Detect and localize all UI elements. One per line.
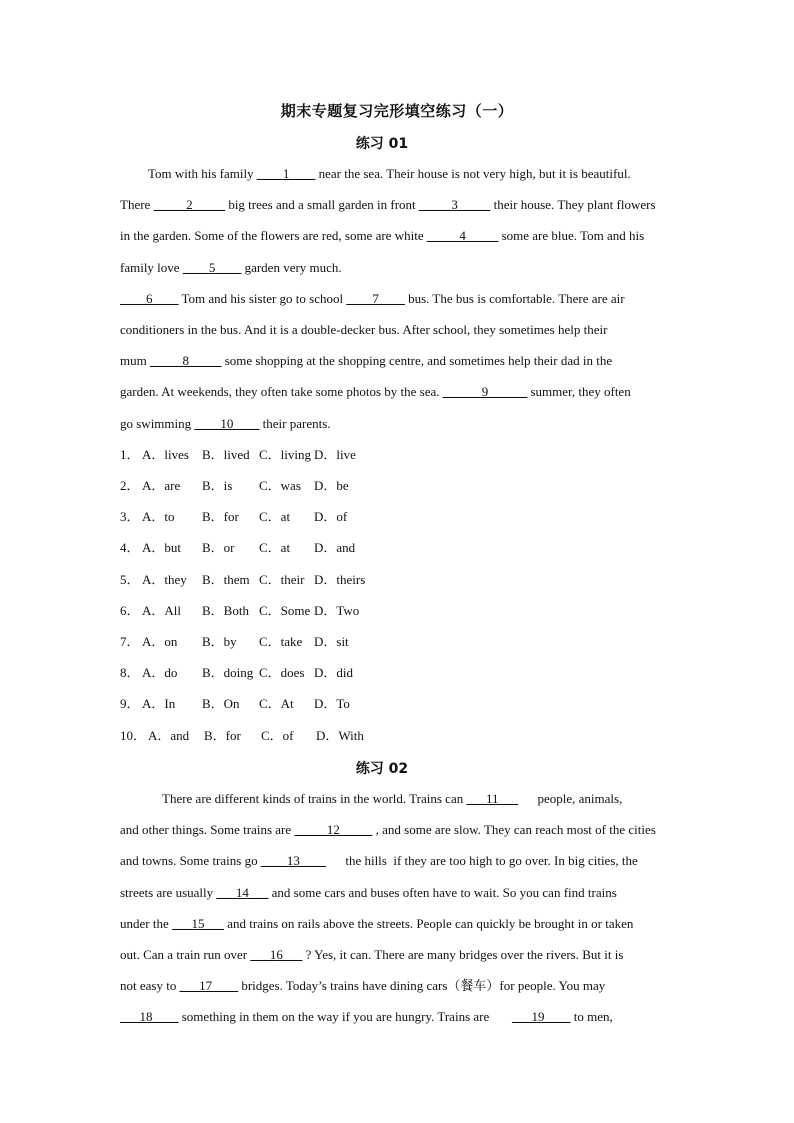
page-title: 期末专题复习完形填空练习（一） bbox=[280, 102, 514, 120]
option-d: D．To bbox=[314, 696, 350, 711]
text-segment: their house. They plant flowers bbox=[490, 197, 656, 212]
text-segment: the hills if they are too high to go over. In big cities, the bbox=[325, 853, 638, 868]
text-segment: people, animals, bbox=[518, 791, 623, 806]
blank-19: ___19____ bbox=[512, 1009, 571, 1024]
option-d: D．did bbox=[314, 665, 354, 680]
passage-line bbox=[148, 163, 708, 185]
passage-line bbox=[120, 819, 680, 841]
passage-line bbox=[120, 194, 680, 216]
option-c: C．of bbox=[261, 728, 294, 743]
option-b: B．for bbox=[202, 509, 239, 524]
blank-18: ___18____ bbox=[120, 1009, 179, 1024]
option-c: C．at bbox=[259, 509, 291, 524]
text-segment: and some cars and buses often have to wait. So you can find trains bbox=[268, 885, 617, 900]
option-a: A．In bbox=[142, 696, 176, 711]
option-a: A．lives bbox=[142, 447, 189, 462]
option-a: A．are bbox=[142, 478, 181, 493]
text-segment: go swimming bbox=[120, 416, 195, 431]
option-c: C．their bbox=[259, 572, 305, 587]
option-c: C．At bbox=[259, 696, 294, 711]
blank-1: ____1____ bbox=[256, 166, 316, 181]
blank-14: ___14___ bbox=[216, 885, 269, 900]
option-d: D．Two bbox=[314, 603, 360, 618]
text-segment: and trains on rails above the streets. People can quickly be brought in or taken bbox=[223, 916, 634, 931]
blank-11: ___11___ bbox=[466, 791, 518, 806]
passage-line bbox=[120, 913, 680, 935]
passage-line bbox=[120, 350, 680, 372]
blank-10: ____10____ bbox=[194, 416, 260, 431]
option-b: B．by bbox=[202, 634, 237, 649]
text-segment: and towns. Some trains go bbox=[120, 853, 261, 868]
option-d: D．theirs bbox=[314, 572, 366, 587]
question-number: 9． bbox=[120, 696, 140, 711]
blank-2: _____2_____ bbox=[153, 197, 226, 212]
question-number: 2． bbox=[120, 478, 140, 493]
question-number: 1． bbox=[120, 447, 140, 462]
text-segment: family love bbox=[120, 260, 183, 275]
text-segment: some shopping at the shopping centre, and sometimes help their dad in the bbox=[221, 353, 613, 368]
option-c: C．Some bbox=[259, 603, 311, 618]
option-b: B．is bbox=[202, 478, 233, 493]
option-a: A．they bbox=[142, 572, 187, 587]
option-c: C．living bbox=[259, 447, 312, 462]
blank-15: ___15___ bbox=[171, 916, 224, 931]
option-d: D．sit bbox=[314, 634, 349, 649]
option-b: B．doing bbox=[202, 665, 254, 680]
passage-line bbox=[120, 944, 680, 966]
text-segment: some are blue. Tom and his bbox=[498, 228, 645, 243]
text-segment: something in them on the way if you are hungry. Trains are bbox=[178, 1009, 512, 1024]
text-segment: streets are usually bbox=[120, 885, 217, 900]
section-heading-01: 练习 01 bbox=[355, 136, 409, 152]
passage-line bbox=[120, 257, 680, 279]
option-row-10 bbox=[120, 726, 364, 746]
option-row-7 bbox=[120, 632, 349, 652]
question-number: 5． bbox=[120, 572, 140, 587]
option-row-6 bbox=[120, 601, 359, 621]
passage-line bbox=[120, 975, 680, 997]
text-segment: not easy to bbox=[120, 978, 180, 993]
option-d: D．live bbox=[314, 447, 356, 462]
option-d: D．and bbox=[314, 540, 356, 555]
option-b: B．On bbox=[202, 696, 240, 711]
text-segment: summer, they often bbox=[527, 384, 631, 399]
blank-6: ____6____ bbox=[120, 291, 179, 306]
text-segment: near the sea. Their house is not very high, but it is beautiful. bbox=[315, 166, 631, 181]
question-number: 4． bbox=[120, 540, 140, 555]
option-row-3 bbox=[120, 507, 347, 527]
blank-16: ___16___ bbox=[250, 947, 303, 962]
option-d: D．of bbox=[314, 509, 348, 524]
blank-9: ______9______ bbox=[442, 384, 528, 399]
option-c: C．at bbox=[259, 540, 291, 555]
option-c: C．take bbox=[259, 634, 303, 649]
blank-5: ____5____ bbox=[182, 260, 242, 275]
passage-line bbox=[120, 381, 680, 403]
text-segment: garden. At weekends, they often take some photos by the sea. bbox=[120, 384, 443, 399]
blank-4: _____4_____ bbox=[426, 228, 499, 243]
text-segment: their parents. bbox=[259, 416, 331, 431]
blank-7: ____7____ bbox=[346, 291, 405, 306]
question-number: 7． bbox=[120, 634, 140, 649]
section-heading-02: 练习 02 bbox=[355, 761, 409, 777]
option-c: C．does bbox=[259, 665, 305, 680]
text-segment: Tom and his sister go to school bbox=[178, 291, 347, 306]
option-a: A．do bbox=[142, 665, 178, 680]
text-segment: big trees and a small garden in front bbox=[225, 197, 419, 212]
blank-3: _____3_____ bbox=[418, 197, 491, 212]
text-segment: ? Yes, it can. There are many bridges over the rivers. But it is bbox=[302, 947, 624, 962]
blank-17: ___17____ bbox=[179, 978, 239, 993]
option-b: B．or bbox=[202, 540, 235, 555]
option-b: B．for bbox=[204, 728, 241, 743]
option-row-9 bbox=[120, 694, 350, 714]
option-a: A．and bbox=[148, 728, 190, 743]
passage-line bbox=[120, 288, 680, 310]
text-segment: bridges. Today’s trains have dining cars（餐车）for people. You may bbox=[238, 978, 606, 993]
blank-12: _____12_____ bbox=[294, 822, 373, 837]
text-segment: out. Can a train run over bbox=[120, 947, 251, 962]
question-number: 6． bbox=[120, 603, 140, 618]
text-segment: to men, bbox=[570, 1009, 613, 1024]
option-a: A．but bbox=[142, 540, 182, 555]
text-segment: conditioners in the bus. And it is a double-decker bus. After school, they sometimes help their bbox=[120, 322, 608, 337]
text-segment: mum bbox=[120, 353, 150, 368]
text-segment: There are different kinds of trains in the world. Trains can bbox=[162, 791, 467, 806]
option-d: D．be bbox=[314, 478, 349, 493]
text-segment: garden very much. bbox=[241, 260, 342, 275]
passage-line bbox=[120, 225, 680, 247]
passage-line bbox=[162, 788, 722, 810]
passage-line bbox=[120, 319, 680, 341]
option-b: B．them bbox=[202, 572, 250, 587]
option-row-1 bbox=[120, 445, 356, 465]
option-a: A．to bbox=[142, 509, 175, 524]
text-segment: Tom with his family bbox=[148, 166, 257, 181]
passage-line bbox=[120, 413, 680, 435]
option-a: A．on bbox=[142, 634, 178, 649]
text-segment: and other things. Some trains are bbox=[120, 822, 295, 837]
text-segment: in the garden. Some of the flowers are red, some are white bbox=[120, 228, 427, 243]
option-d: D．With bbox=[316, 728, 364, 743]
question-number: 3． bbox=[120, 509, 140, 524]
option-a: A．All bbox=[142, 603, 182, 618]
question-number: 10． bbox=[120, 728, 147, 743]
option-b: B．lived bbox=[202, 447, 250, 462]
text-segment: , and some are slow. They can reach most of the cities bbox=[372, 822, 656, 837]
option-b: B．Both bbox=[202, 603, 249, 618]
option-row-2 bbox=[120, 476, 349, 496]
option-c: C．was bbox=[259, 478, 301, 493]
passage-line bbox=[120, 882, 680, 904]
option-row-4 bbox=[120, 538, 355, 558]
option-row-8 bbox=[120, 663, 353, 683]
blank-13: ____13____ bbox=[260, 853, 326, 868]
text-segment: bus. The bus is comfortable. There are air bbox=[404, 291, 625, 306]
blank-8: _____8_____ bbox=[149, 353, 222, 368]
option-row-5 bbox=[120, 570, 365, 590]
text-segment: There bbox=[120, 197, 154, 212]
question-number: 8． bbox=[120, 665, 140, 680]
passage-line bbox=[120, 1006, 680, 1028]
text-segment: under the bbox=[120, 916, 172, 931]
passage-line bbox=[120, 850, 680, 872]
